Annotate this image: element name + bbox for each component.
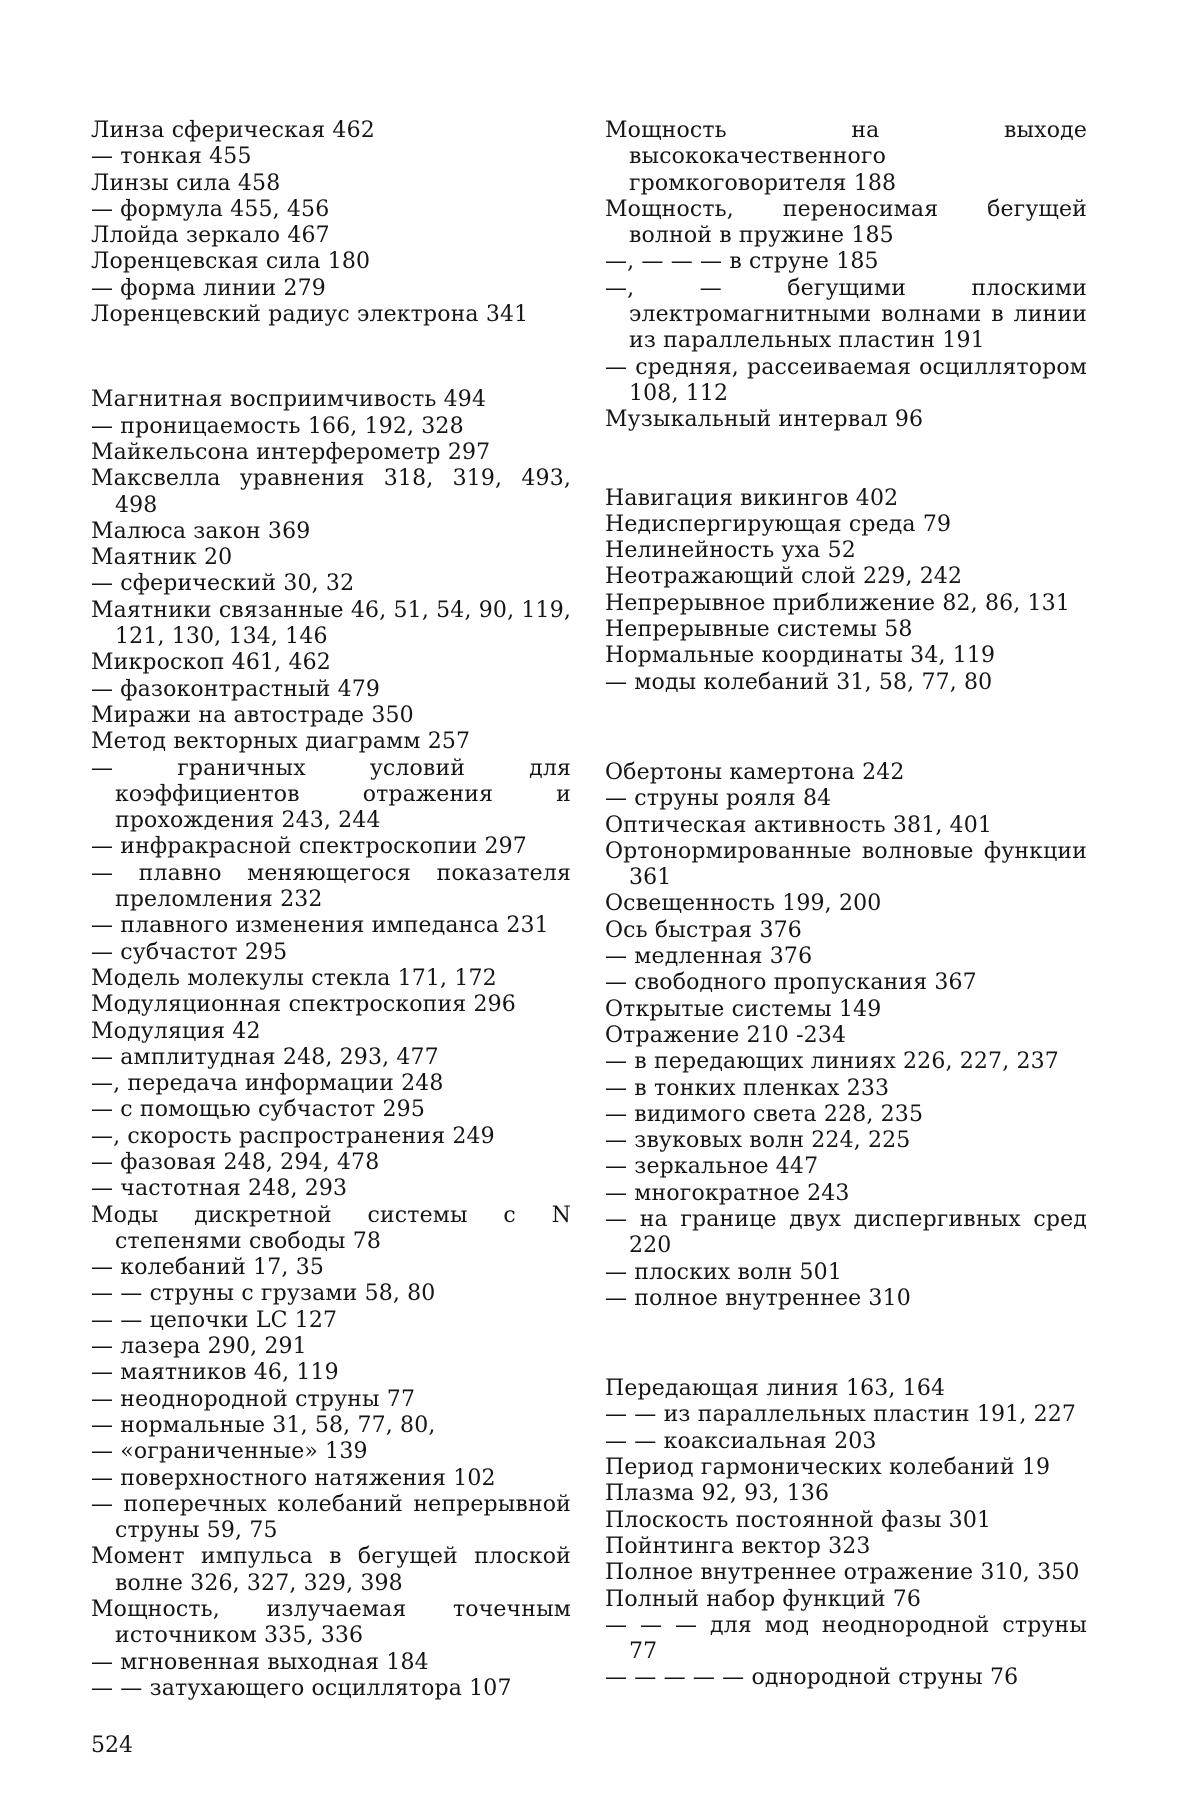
- index-group-o: [605, 760, 1087, 1312]
- index-entry: Полный набор функций 76: [605, 1586, 922, 1612]
- index-entry: — полное внутреннее 310: [605, 1285, 911, 1311]
- index-entry: — зеркальное 447: [605, 1154, 819, 1180]
- index-entry: — инфракрасной спектроскопии 297: [91, 834, 527, 860]
- index-entry: — частотная 248, 293: [91, 1176, 348, 1202]
- index-entry: — в передающих линиях 226, 227, 237: [605, 1049, 1059, 1075]
- index-entry: Метод векторных диаграмм 257: [91, 729, 471, 755]
- index-column-right: [605, 118, 1087, 1692]
- index-entry: —, скорость распространения 249: [91, 1123, 495, 1149]
- index-entry: Открытые системы 149: [605, 996, 882, 1022]
- index-entry: — плоских волн 501: [605, 1259, 842, 1285]
- index-entry: — тонкая 455: [91, 144, 252, 170]
- index-entry: Период гармонических колебаний 19: [605, 1455, 1051, 1481]
- index-entry: Максвелла уравнения 318, 319, 493, 498: [91, 466, 571, 518]
- group-spacer: [91, 328, 571, 387]
- index-column-left: [91, 118, 571, 1702]
- index-entry: Нелинейность уха 52: [605, 538, 856, 564]
- index-entry: Плоскость постоянной фазы 301: [605, 1507, 992, 1533]
- index-entry: Музыкальный интервал 96: [605, 407, 924, 433]
- index-entry: — фазоконтрастный 479: [91, 676, 381, 702]
- index-entry: — свободного пропускания 367: [605, 970, 977, 996]
- index-entry: — проницаемость 166, 192, 328: [91, 413, 464, 439]
- index-entry: Линзы сила 458: [91, 170, 281, 196]
- index-entry: — — — для мод неоднородной струны 77: [605, 1612, 1087, 1665]
- index-entry: Неотражающий слой 229, 242: [605, 564, 963, 590]
- index-entry: Обертоны камертона 242: [605, 759, 905, 785]
- index-entry: — — струны с грузами 58, 80: [91, 1281, 436, 1307]
- index-entry: — колебаний 17, 35: [91, 1255, 325, 1281]
- index-entry: Линза сферическая 462: [91, 118, 375, 143]
- index-entry: — форма линии 279: [91, 275, 326, 301]
- index-entry: —, передача информации 248: [91, 1071, 444, 1097]
- index-entry: — формула 455, 456: [91, 196, 330, 222]
- index-entry: Майкельсона интерферометр 297: [91, 439, 491, 465]
- index-entry: — плавно меняющегося показателя преломления 232: [91, 860, 571, 913]
- index-entry: — неоднородной струны 77: [91, 1386, 416, 1412]
- index-entry: Маятник 20: [91, 545, 233, 571]
- index-group-m: [91, 387, 571, 1702]
- index-entry: Миражи на автостраде 350: [91, 702, 414, 728]
- index-entry: Моды дискретной системы с N степенями свободы 78: [91, 1202, 571, 1254]
- index-entry: — многократное 243: [605, 1180, 850, 1206]
- index-entry: Оптическая активность 381, 401: [605, 812, 993, 838]
- index-entry: — — из параллельных пластин 191, 227: [605, 1402, 1077, 1428]
- index-entry: Ллойда зеркало 467: [91, 223, 330, 249]
- index-group-l: [91, 118, 571, 328]
- index-entry: Непрерывное приближение 82, 86, 131: [605, 590, 1070, 616]
- index-entry: Непрерывные системы 58: [605, 617, 913, 643]
- index-entry: — граничных условий для коэффициентов отражения и прохождения 243, 244: [91, 755, 571, 834]
- page-number: 524: [91, 1733, 133, 1758]
- group-spacer: [605, 1312, 1087, 1376]
- index-entry: Ортонормированные волновые функции 361: [605, 838, 1087, 891]
- index-entry: Плазма 92, 93, 136: [605, 1481, 830, 1507]
- index-entry: — на границе двух диспергивных сред 220: [605, 1206, 1087, 1259]
- index-entry: — — цепочки LC 127: [91, 1307, 338, 1333]
- index-entry: — с помощью субчастот 295: [91, 1097, 425, 1123]
- index-entry: Передающая линия 163, 164: [605, 1376, 946, 1402]
- index-entry: — фазовая 248, 294, 478: [91, 1149, 380, 1175]
- index-entry: — лазера 290, 291: [91, 1334, 307, 1360]
- index-entry: Недиспергирующая среда 79: [605, 511, 952, 537]
- index-entry: — амплитудная 248, 293, 477: [91, 1044, 439, 1070]
- index-entry: Модель молекулы стекла 171, 172: [91, 965, 497, 991]
- index-entry: — мгновенная выходная 184: [91, 1649, 429, 1675]
- index-entry: — медленная 376: [605, 944, 813, 970]
- index-entry: —, — бегущими плоскими электромагнитными волнами в линии из параллельных пластин 191: [605, 275, 1087, 354]
- index-entry: Мощность, излучаемая точечным источником 335, 336: [91, 1597, 571, 1649]
- index-group-n: [605, 486, 1087, 696]
- index-entry: — — — — — однородной струны 76: [605, 1665, 1019, 1691]
- index-entry: Мощность на выходе высококачественного громкоговорителя 188: [605, 118, 1087, 196]
- index-entry: — сферический 30, 32: [91, 571, 355, 597]
- index-entry: —, — — — в струне 185: [605, 249, 879, 275]
- index-entry: — плавного изменения импеданса 231: [91, 913, 549, 939]
- index-group-m-cont: [605, 118, 1087, 434]
- index-entry: Ось быстрая 376: [605, 917, 802, 943]
- index-entry: — «ограниченные» 139: [91, 1439, 368, 1465]
- index-entry: Лоренцевская сила 180: [91, 249, 371, 275]
- index-entry: Нормальные координаты 34, 119: [605, 643, 996, 669]
- index-entry: — видимого света 228, 235: [605, 1101, 924, 1127]
- index-entry: Отражение 210 -234: [605, 1022, 847, 1048]
- index-entry: — средняя, рассеиваемая осциллятором 108, 112: [605, 354, 1087, 406]
- group-spacer: [605, 434, 1087, 486]
- index-entry: — маятников 46, 119: [91, 1360, 339, 1386]
- index-entry: Лоренцевский радиус электрона 341: [91, 302, 529, 328]
- index-entry: — звуковых волн 224, 225: [605, 1128, 911, 1154]
- index-entry: Модуляционная спектроскопия 296: [91, 992, 516, 1018]
- index-entry: — — затухающего осциллятора 107: [91, 1675, 512, 1701]
- index-entry: — поверхностного натяжения 102: [91, 1465, 496, 1491]
- index-entry: Мощность, переносимая бегущей волной в пружине 185: [605, 196, 1087, 249]
- index-entry: — поперечных колебаний непрерывной струны 59, 75: [91, 1491, 571, 1544]
- index-entry: — нормальные 31, 58, 77, 80,: [91, 1412, 436, 1438]
- group-spacer: [605, 696, 1087, 760]
- index-entry: Полное внутреннее отражение 310, 350: [605, 1560, 1080, 1586]
- index-entry: — субчастот 295: [91, 939, 288, 965]
- index-entry: Магнитная восприимчивость 494: [91, 387, 487, 413]
- index-entry: Микроскоп 461, 462: [91, 650, 331, 676]
- index-entry: Малюса закон 369: [91, 518, 311, 544]
- index-entry: Освещенность 199, 200: [605, 891, 882, 917]
- index-entry: — струны рояля 84: [605, 786, 832, 812]
- index-entry: — в тонких пленках 233: [605, 1075, 890, 1101]
- index-entry: Навигация викингов 402: [605, 485, 899, 511]
- index-entry: Маятники связанные 46, 51, 54, 90, 119, 121, 130, 134, 146: [91, 597, 571, 650]
- index-group-p: [605, 1376, 1087, 1692]
- index-entry: — моды колебаний 31, 58, 77, 80: [605, 669, 993, 695]
- index-entry: — — коаксиальная 203: [605, 1428, 877, 1454]
- index-entry: Момент импульса в бегущей плоской волне 326, 327, 329, 398: [91, 1544, 571, 1596]
- index-entry: Модуляция 42: [91, 1018, 261, 1044]
- index-entry: Пойнтинга вектор 323: [605, 1533, 871, 1559]
